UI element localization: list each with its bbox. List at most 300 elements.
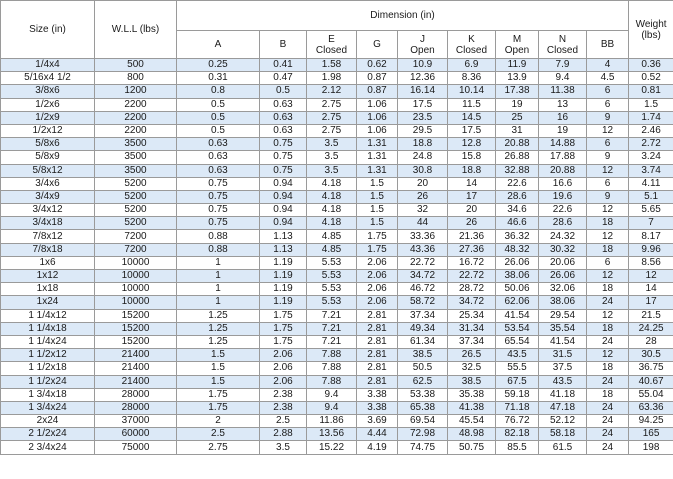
cell-weight: 94.25	[629, 415, 673, 428]
cell-b: 0.75	[260, 138, 307, 151]
cell-bb: 6	[587, 98, 629, 111]
cell-g: 1.06	[357, 98, 398, 111]
cell-bb: 24	[587, 335, 629, 348]
table-row	[1, 124, 673, 137]
cell-bb: 24	[587, 375, 629, 388]
cell-weight: 40.67	[629, 375, 673, 388]
cell-n: 7.9	[539, 59, 587, 72]
cell-size: 1 3/4x18	[1, 388, 95, 401]
cell-m: 13.9	[496, 72, 539, 85]
cell-k: 12.8	[448, 138, 496, 151]
cell-n: 29.54	[539, 309, 587, 322]
cell-n: 38.06	[539, 296, 587, 309]
cell-e: 7.21	[307, 335, 357, 348]
cell-bb: 12	[587, 204, 629, 217]
cell-j: 74.75	[398, 441, 448, 454]
cell-weight: 0.81	[629, 85, 673, 98]
cell-g: 0.62	[357, 59, 398, 72]
cell-bb: 18	[587, 217, 629, 230]
cell-size: 1 1/2x18	[1, 362, 95, 375]
cell-wll: 60000	[95, 428, 177, 441]
cell-n: 35.54	[539, 322, 587, 335]
cell-n: 47.18	[539, 401, 587, 414]
cell-size: 1 1/2x12	[1, 349, 95, 362]
cell-e: 7.88	[307, 375, 357, 388]
cell-j: 34.72	[398, 270, 448, 283]
cell-j: 10.9	[398, 59, 448, 72]
cell-b: 2.06	[260, 349, 307, 362]
cell-a: 2	[177, 415, 260, 428]
table-row	[1, 256, 673, 269]
cell-b: 1.19	[260, 296, 307, 309]
cell-g: 1.31	[357, 151, 398, 164]
header-n-letter: N	[558, 33, 567, 45]
cell-b: 0.94	[260, 217, 307, 230]
cell-k: 18.8	[448, 164, 496, 177]
cell-b: 1.19	[260, 256, 307, 269]
cell-n: 32.06	[539, 283, 587, 296]
cell-k: 32.5	[448, 362, 496, 375]
cell-size: 5/8x9	[1, 151, 95, 164]
table-body	[1, 59, 673, 455]
cell-k: 14	[448, 177, 496, 190]
cell-weight: 12	[629, 270, 673, 283]
table-row	[1, 177, 673, 190]
header-n	[539, 31, 587, 59]
cell-bb: 24	[587, 428, 629, 441]
cell-n: 20.88	[539, 164, 587, 177]
cell-j: 65.38	[398, 401, 448, 414]
cell-wll: 10000	[95, 270, 177, 283]
cell-g: 1.31	[357, 138, 398, 151]
cell-j: 26	[398, 190, 448, 203]
table-row	[1, 85, 673, 98]
cell-n: 30.32	[539, 243, 587, 256]
cell-a: 1.25	[177, 335, 260, 348]
cell-m: 50.06	[496, 283, 539, 296]
cell-wll: 2200	[95, 111, 177, 124]
cell-bb: 18	[587, 388, 629, 401]
cell-bb: 18	[587, 283, 629, 296]
cell-a: 1.5	[177, 375, 260, 388]
cell-weight: 165	[629, 428, 673, 441]
cell-b: 0.63	[260, 124, 307, 137]
cell-weight: 1.5	[629, 98, 673, 111]
table-row	[1, 388, 673, 401]
cell-j: 58.72	[398, 296, 448, 309]
cell-m: 65.54	[496, 335, 539, 348]
cell-e: 9.4	[307, 401, 357, 414]
cell-g: 4.44	[357, 428, 398, 441]
cell-k: 50.75	[448, 441, 496, 454]
header-k	[448, 31, 496, 59]
cell-g: 4.19	[357, 441, 398, 454]
cell-a: 0.63	[177, 138, 260, 151]
cell-k: 35.38	[448, 388, 496, 401]
header-wll: W.L.L (lbs)	[95, 1, 177, 59]
cell-g: 2.81	[357, 309, 398, 322]
cell-n: 11.38	[539, 85, 587, 98]
cell-size: 1/2x9	[1, 111, 95, 124]
table-row	[1, 270, 673, 283]
cell-e: 7.21	[307, 322, 357, 335]
cell-m: 41.54	[496, 309, 539, 322]
cell-a: 1.25	[177, 322, 260, 335]
cell-size: 1 1/2x24	[1, 375, 95, 388]
cell-n: 61.5	[539, 441, 587, 454]
cell-m: 48.32	[496, 243, 539, 256]
cell-wll: 37000	[95, 415, 177, 428]
cell-j: 29.5	[398, 124, 448, 137]
cell-k: 38.5	[448, 375, 496, 388]
cell-n: 19	[539, 124, 587, 137]
cell-b: 0.94	[260, 204, 307, 217]
header-bb: BB	[587, 31, 629, 59]
cell-weight: 30.5	[629, 349, 673, 362]
header-m	[496, 31, 539, 59]
cell-weight: 28	[629, 335, 673, 348]
cell-e: 5.53	[307, 283, 357, 296]
cell-size: 1x24	[1, 296, 95, 309]
cell-e: 2.12	[307, 85, 357, 98]
cell-b: 2.06	[260, 362, 307, 375]
cell-bb: 6	[587, 138, 629, 151]
cell-e: 4.85	[307, 230, 357, 243]
cell-j: 30.8	[398, 164, 448, 177]
cell-bb: 24	[587, 296, 629, 309]
cell-a: 0.5	[177, 98, 260, 111]
cell-m: 26.06	[496, 256, 539, 269]
cell-g: 0.87	[357, 72, 398, 85]
table-row	[1, 362, 673, 375]
cell-m: 85.5	[496, 441, 539, 454]
cell-m: 38.06	[496, 270, 539, 283]
cell-k: 41.38	[448, 401, 496, 414]
cell-b: 2.88	[260, 428, 307, 441]
cell-weight: 8.56	[629, 256, 673, 269]
table-row	[1, 72, 673, 85]
table-row	[1, 296, 673, 309]
cell-weight: 198	[629, 441, 673, 454]
cell-a: 2.5	[177, 428, 260, 441]
table-row	[1, 164, 673, 177]
cell-size: 3/4x6	[1, 177, 95, 190]
cell-m: 43.5	[496, 349, 539, 362]
cell-bb: 4.5	[587, 72, 629, 85]
cell-g: 1.31	[357, 164, 398, 177]
cell-weight: 24.25	[629, 322, 673, 335]
cell-a: 0.88	[177, 243, 260, 256]
table-row	[1, 230, 673, 243]
cell-e: 4.18	[307, 217, 357, 230]
cell-a: 1	[177, 296, 260, 309]
cell-size: 7/8x18	[1, 243, 95, 256]
cell-wll: 500	[95, 59, 177, 72]
table-row	[1, 401, 673, 414]
cell-e: 2.75	[307, 111, 357, 124]
cell-m: 59.18	[496, 388, 539, 401]
cell-j: 44	[398, 217, 448, 230]
cell-weight: 21.5	[629, 309, 673, 322]
cell-a: 0.31	[177, 72, 260, 85]
cell-a: 2.75	[177, 441, 260, 454]
cell-weight: 63.36	[629, 401, 673, 414]
cell-weight: 5.65	[629, 204, 673, 217]
cell-k: 10.14	[448, 85, 496, 98]
table-header	[1, 1, 673, 59]
cell-n: 24.32	[539, 230, 587, 243]
cell-j: 20	[398, 177, 448, 190]
cell-g: 2.06	[357, 270, 398, 283]
table-row	[1, 428, 673, 441]
cell-bb: 18	[587, 362, 629, 375]
cell-b: 3.5	[260, 441, 307, 454]
cell-b: 0.5	[260, 85, 307, 98]
cell-j: 23.5	[398, 111, 448, 124]
cell-e: 11.86	[307, 415, 357, 428]
cell-wll: 21400	[95, 349, 177, 362]
cell-e: 5.53	[307, 296, 357, 309]
cell-weight: 9.96	[629, 243, 673, 256]
cell-b: 1.13	[260, 230, 307, 243]
cell-a: 0.5	[177, 111, 260, 124]
header-k-letter: K	[468, 33, 475, 45]
cell-j: 24.8	[398, 151, 448, 164]
cell-wll: 10000	[95, 296, 177, 309]
table-row	[1, 138, 673, 151]
cell-k: 34.72	[448, 296, 496, 309]
header-size: Size (in)	[1, 1, 95, 59]
cell-b: 0.75	[260, 151, 307, 164]
cell-m: 82.18	[496, 428, 539, 441]
cell-j: 16.14	[398, 85, 448, 98]
cell-size: 1x12	[1, 270, 95, 283]
header-j-letter: J	[420, 33, 425, 45]
header-e-sub: Closed	[315, 44, 348, 56]
cell-j: 18.8	[398, 138, 448, 151]
cell-j: 72.98	[398, 428, 448, 441]
header-weight: Weight (lbs)	[629, 1, 673, 59]
cell-n: 58.18	[539, 428, 587, 441]
cell-a: 1.5	[177, 362, 260, 375]
cell-b: 1.75	[260, 322, 307, 335]
cell-a: 0.75	[177, 177, 260, 190]
cell-weight: 7	[629, 217, 673, 230]
cell-e: 7.88	[307, 362, 357, 375]
cell-a: 1.75	[177, 401, 260, 414]
table-row	[1, 375, 673, 388]
cell-g: 1.06	[357, 111, 398, 124]
cell-k: 26	[448, 217, 496, 230]
cell-j: 50.5	[398, 362, 448, 375]
table-row	[1, 322, 673, 335]
cell-a: 0.63	[177, 164, 260, 177]
cell-n: 20.06	[539, 256, 587, 269]
table-row	[1, 441, 673, 454]
cell-n: 28.6	[539, 217, 587, 230]
cell-e: 4.18	[307, 190, 357, 203]
cell-k: 28.72	[448, 283, 496, 296]
cell-size: 5/8x12	[1, 164, 95, 177]
cell-e: 4.18	[307, 177, 357, 190]
cell-b: 1.75	[260, 335, 307, 348]
cell-k: 48.98	[448, 428, 496, 441]
cell-bb: 12	[587, 309, 629, 322]
header-g: G	[357, 31, 398, 59]
cell-a: 0.63	[177, 151, 260, 164]
cell-j: 49.34	[398, 322, 448, 335]
cell-bb: 6	[587, 177, 629, 190]
cell-wll: 21400	[95, 375, 177, 388]
cell-size: 2x24	[1, 415, 95, 428]
cell-wll: 5200	[95, 204, 177, 217]
cell-n: 52.12	[539, 415, 587, 428]
cell-j: 12.36	[398, 72, 448, 85]
cell-weight: 8.17	[629, 230, 673, 243]
cell-e: 3.5	[307, 138, 357, 151]
table-row	[1, 111, 673, 124]
cell-m: 25	[496, 111, 539, 124]
cell-a: 0.25	[177, 59, 260, 72]
table-row	[1, 204, 673, 217]
header-j	[398, 31, 448, 59]
cell-bb: 18	[587, 322, 629, 335]
cell-weight: 55.04	[629, 388, 673, 401]
table-row	[1, 59, 673, 72]
header-e-letter: E	[328, 33, 335, 45]
cell-b: 1.19	[260, 283, 307, 296]
cell-m: 76.72	[496, 415, 539, 428]
table-row	[1, 190, 673, 203]
cell-weight: 1.74	[629, 111, 673, 124]
cell-n: 22.6	[539, 204, 587, 217]
cell-b: 0.94	[260, 177, 307, 190]
cell-k: 17	[448, 190, 496, 203]
table-row	[1, 349, 673, 362]
cell-wll: 28000	[95, 388, 177, 401]
cell-k: 8.36	[448, 72, 496, 85]
header-m-letter: M	[512, 33, 522, 45]
cell-b: 0.47	[260, 72, 307, 85]
cell-a: 1	[177, 283, 260, 296]
cell-g: 2.81	[357, 335, 398, 348]
cell-m: 32.88	[496, 164, 539, 177]
cell-g: 3.38	[357, 388, 398, 401]
cell-weight: 14	[629, 283, 673, 296]
cell-m: 20.88	[496, 138, 539, 151]
cell-b: 0.63	[260, 111, 307, 124]
cell-size: 1/2x6	[1, 98, 95, 111]
cell-n: 31.5	[539, 349, 587, 362]
cell-a: 0.75	[177, 204, 260, 217]
cell-g: 0.87	[357, 85, 398, 98]
cell-wll: 5200	[95, 190, 177, 203]
cell-g: 1.5	[357, 177, 398, 190]
cell-bb: 12	[587, 349, 629, 362]
cell-e: 7.21	[307, 309, 357, 322]
cell-e: 13.56	[307, 428, 357, 441]
cell-size: 1x6	[1, 256, 95, 269]
cell-size: 2 3/4x24	[1, 441, 95, 454]
cell-m: 19	[496, 98, 539, 111]
cell-wll: 15200	[95, 309, 177, 322]
cell-j: 17.5	[398, 98, 448, 111]
cell-n: 26.06	[539, 270, 587, 283]
cell-weight: 3.74	[629, 164, 673, 177]
cell-b: 1.75	[260, 309, 307, 322]
cell-a: 0.75	[177, 217, 260, 230]
cell-k: 22.72	[448, 270, 496, 283]
cell-e: 5.53	[307, 270, 357, 283]
cell-wll: 15200	[95, 322, 177, 335]
table-row	[1, 217, 673, 230]
header-k-sub: Closed	[455, 44, 488, 56]
cell-bb: 18	[587, 243, 629, 256]
cell-j: 33.36	[398, 230, 448, 243]
cell-m: 71.18	[496, 401, 539, 414]
cell-g: 2.81	[357, 362, 398, 375]
cell-g: 2.06	[357, 283, 398, 296]
cell-g: 2.81	[357, 322, 398, 335]
cell-j: 61.34	[398, 335, 448, 348]
cell-j: 38.5	[398, 349, 448, 362]
cell-weight: 2.46	[629, 124, 673, 137]
cell-e: 5.53	[307, 256, 357, 269]
cell-m: 36.32	[496, 230, 539, 243]
cell-weight: 0.52	[629, 72, 673, 85]
cell-k: 11.5	[448, 98, 496, 111]
cell-b: 2.38	[260, 401, 307, 414]
cell-size: 1 3/4x24	[1, 401, 95, 414]
cell-n: 16	[539, 111, 587, 124]
cell-m: 34.6	[496, 204, 539, 217]
cell-size: 2 1/2x24	[1, 428, 95, 441]
table-row	[1, 309, 673, 322]
cell-size: 1/4x4	[1, 59, 95, 72]
cell-size: 1 1/4x18	[1, 322, 95, 335]
cell-a: 0.5	[177, 124, 260, 137]
cell-n: 37.5	[539, 362, 587, 375]
cell-bb: 24	[587, 415, 629, 428]
cell-m: 26.88	[496, 151, 539, 164]
table-row	[1, 98, 673, 111]
cell-g: 2.81	[357, 375, 398, 388]
cell-wll: 7200	[95, 230, 177, 243]
cell-size: 1/2x12	[1, 124, 95, 137]
cell-g: 2.06	[357, 296, 398, 309]
header-a: A	[177, 31, 260, 59]
cell-wll: 3500	[95, 164, 177, 177]
cell-e: 2.75	[307, 124, 357, 137]
cell-n: 41.18	[539, 388, 587, 401]
cell-k: 31.34	[448, 322, 496, 335]
cell-e: 4.18	[307, 204, 357, 217]
cell-size: 3/4x9	[1, 190, 95, 203]
cell-size: 5/8x6	[1, 138, 95, 151]
cell-g: 1.75	[357, 243, 398, 256]
cell-m: 17.38	[496, 85, 539, 98]
cell-e: 3.5	[307, 164, 357, 177]
cell-m: 28.6	[496, 190, 539, 203]
cell-size: 7/8x12	[1, 230, 95, 243]
cell-j: 69.54	[398, 415, 448, 428]
cell-g: 2.81	[357, 349, 398, 362]
cell-g: 3.69	[357, 415, 398, 428]
cell-bb: 12	[587, 164, 629, 177]
cell-j: 43.36	[398, 243, 448, 256]
cell-e: 15.22	[307, 441, 357, 454]
cell-size: 1x18	[1, 283, 95, 296]
